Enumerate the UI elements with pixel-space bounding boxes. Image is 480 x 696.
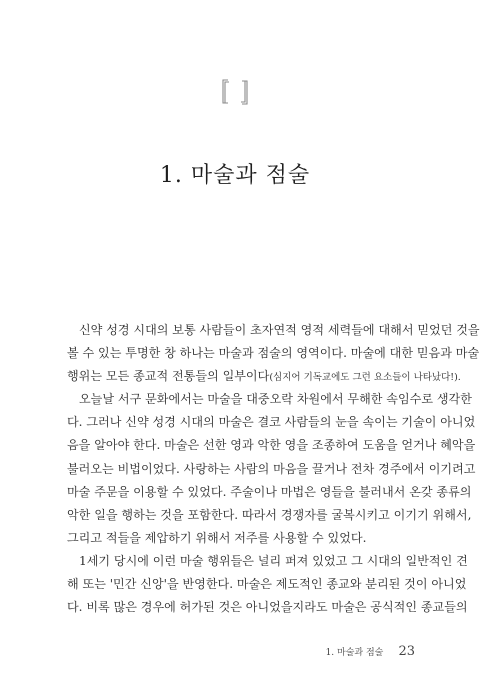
text-line: 신약 성경 시대의 보통 사람들이 초자연적 영적 세력들에 대해서 믿었던 것을 — [79, 323, 480, 337]
body-text — [67, 319, 480, 619]
text-line: 음을 알아야 한다. 마술은 선한 영과 악한 영을 조종하여 도움을 얻거나 혜악을 — [67, 438, 476, 453]
text-span: 행위는 모든 종교적 전통들의 일부이다 — [67, 369, 270, 384]
text-line: 오늘날 서구 문화에서는 마술을 대중오락 차원에서 무해한 속임수로 생각한 — [79, 392, 472, 407]
text-line: 다. 비록 많은 경우에 허가된 것은 아니었을지라도 마술은 공식적인 종교들의 — [67, 600, 468, 615]
text-line: 볼 수 있는 투명한 창 하나는 마술과 점술의 영역이다. 마술에 대한 믿음과 마술 — [67, 346, 480, 361]
page-footer — [326, 641, 415, 660]
text-line: 불러오는 비법이었다. 사랑하는 사람의 마음을 끌거나 전차 경주에서 이기려고 — [67, 461, 476, 476]
text-line-with-note — [67, 365, 461, 388]
text-line: 1세기 당시에 이런 마술 행위들은 널리 퍼져 있었고 그 시대의 일반적인 견 — [79, 553, 468, 568]
text-line: 해 또는 '민간 신앙'을 반영한다. 마술은 제도적인 종교와 분리된 것이 아니었 — [67, 577, 467, 592]
running-head: 1. 마술과 점술 — [325, 648, 384, 658]
corner-bracket-ornament — [220, 78, 250, 106]
text-line: 마술 주문을 이용할 수 있었다. 주술이나 마법은 영들을 불러내서 온갖 종류의 — [67, 484, 472, 499]
page-number: 23 — [398, 644, 415, 659]
parenthetical-note: (심지어 기독교에도 그런 요소들이 나타났다!). — [269, 372, 461, 384]
text-line: 악한 일을 행하는 것을 포함한다. 따라서 경쟁자를 굴복시키고 이기기 위해서, — [67, 507, 472, 522]
chapter-title: 1. 마술과 점술 — [159, 163, 311, 188]
text-line: 다. 그러나 신약 성경 시대의 마술은 결코 사람들의 눈을 속이는 기술이 아니었 — [67, 415, 476, 430]
text-line: 그리고 적들을 제압하기 위해서 저주를 사용할 수 있었다. — [67, 530, 367, 545]
